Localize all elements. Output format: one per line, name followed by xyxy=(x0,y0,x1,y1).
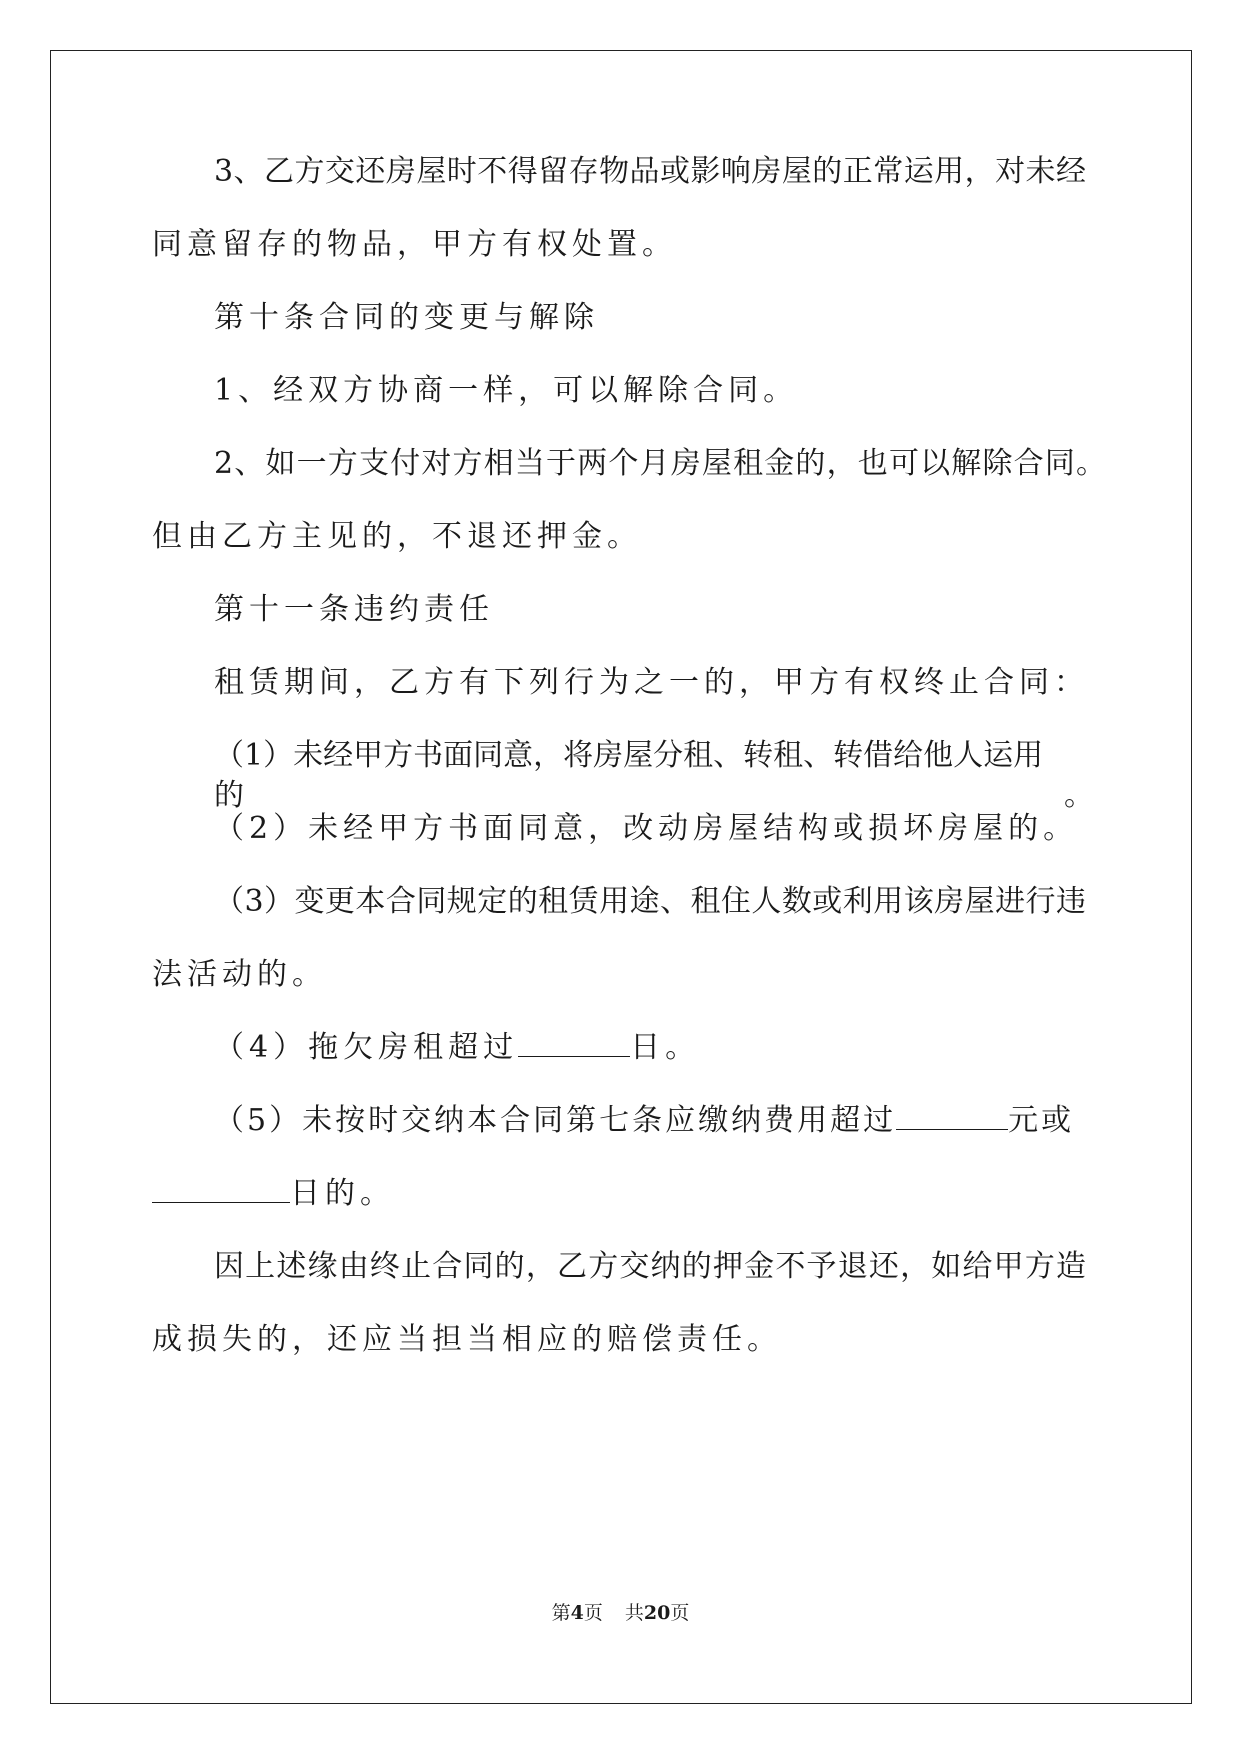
list-item xyxy=(214,1028,700,1068)
paragraph-line: 1、经双方协商一样，可以解除合同。 xyxy=(214,373,799,408)
fill-in-blank[interactable] xyxy=(518,1028,630,1057)
paragraph-line: 但由乙方主见的，不退还押金。 xyxy=(152,519,642,554)
page-label: 页 xyxy=(583,1602,603,1624)
paragraph-line: 同意留存的物品，甲方有权处置。 xyxy=(152,227,677,262)
list-item-text: 元或 xyxy=(1008,1103,1075,1138)
paragraph-line: 因上述缘由终止合同的，乙方交纳的押金不予退还，如给甲方造 xyxy=(214,1249,1086,1284)
page-number-footer xyxy=(0,1598,1241,1625)
current-page-number: 4 xyxy=(570,1602,584,1624)
list-item: （1）未经甲方书面同意，将房屋分租、转租、转借给他人运用的。 xyxy=(214,738,1094,813)
total-label: 页 xyxy=(670,1602,690,1624)
paragraph-line: 3、乙方交还房屋时不得留存物品或影响房屋的正常运用，对未经 xyxy=(214,154,1086,189)
section-heading: 第十一条违约责任 xyxy=(214,592,494,627)
page-label: 第 xyxy=(551,1602,571,1624)
paragraph-line: 成损失的，还应当担当相应的赔偿责任。 xyxy=(152,1322,782,1357)
section-heading: 第十条合同的变更与解除 xyxy=(214,300,599,335)
fill-in-blank[interactable] xyxy=(152,1174,290,1203)
paragraph-line: 2、如一方支付对方相当于两个月房屋租金的，也可以解除合同。 xyxy=(214,446,1106,481)
total-pages-number: 20 xyxy=(643,1602,671,1624)
total-label: 共 xyxy=(624,1602,644,1624)
list-item: （3）变更本合同规定的租赁用途、租住人数或利用该房屋进行违 xyxy=(214,884,1086,919)
list-item-continuation: 法活动的。 xyxy=(152,957,327,992)
list-item: （2）未经甲方书面同意，改动房屋结构或损坏房屋的。 xyxy=(214,811,1079,846)
list-item-text: （4）拖欠房租超过 xyxy=(214,1030,519,1065)
list-item-text: 日。 xyxy=(630,1030,701,1065)
list-item-text: （5）未按时交纳本合同第七条应缴纳费用超过 xyxy=(214,1103,897,1138)
fill-in-blank[interactable] xyxy=(896,1101,1008,1130)
list-item-text: 日的。 xyxy=(290,1176,395,1211)
list-item-continuation xyxy=(152,1174,395,1214)
list-item xyxy=(214,1101,1074,1141)
paragraph-line: 租赁期间，乙方有下列行为之一的，甲方有权终止合同： xyxy=(214,665,1089,700)
